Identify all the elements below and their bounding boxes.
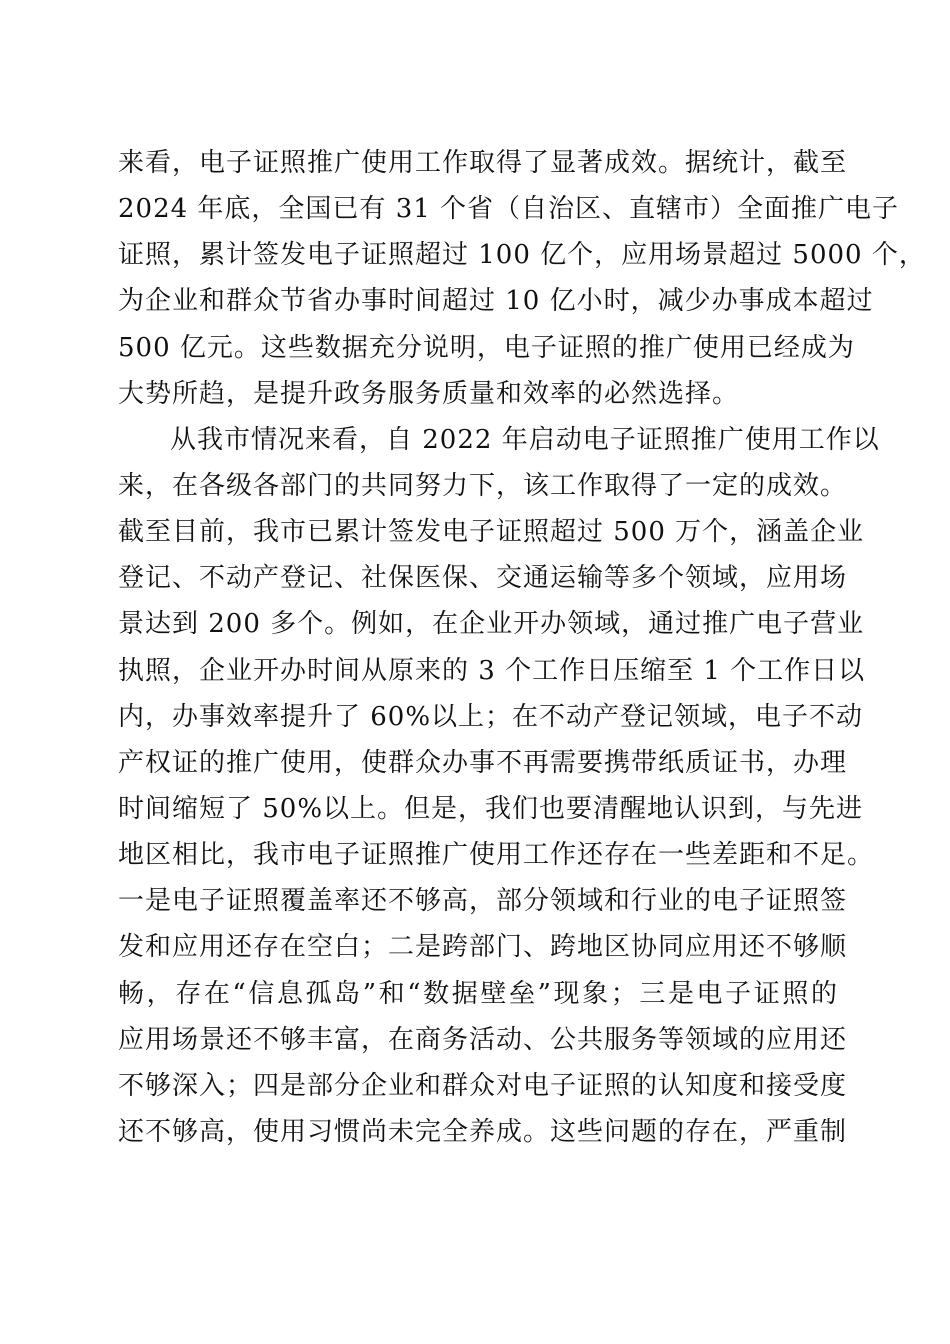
text-line: 来，在各级各部门的共同努力下，该工作取得了一定的成效。 <box>118 470 848 501</box>
text-line: 执照，企业开办时间从原来的 3 个工作日压缩至 1 个工作日以 <box>118 655 866 686</box>
text-line: 一是电子证照覆盖率还不够高，部分领域和行业的电子证照签 <box>118 886 848 917</box>
text-line: 时间缩短了 50%以上。但是，我们也要清醒地认识到，与先进 <box>118 793 864 824</box>
text-line: 景达到 200 多个。例如，在企业开办领域，通过推广电子营业 <box>118 609 865 640</box>
text-line: 内，办事效率提升了 60%以上；在不动产登记领域，电子不动 <box>118 701 864 732</box>
text-line: 500 亿元。这些数据充分说明，电子证照的推广使用已经成为 <box>118 332 855 363</box>
text-line: 发和应用还存在空白；二是跨部门、跨地区协同应用还不够顺 <box>118 932 848 963</box>
text-line: 证照，累计签发电子证照超过 100 亿个，应用场景超过 5000 个， <box>118 240 926 271</box>
text-line: 大势所趋，是提升政务服务质量和效率的必然选择。 <box>118 378 740 409</box>
text-line: 不够深入；四是部分企业和群众对电子证照的认知度和接受度 <box>118 1070 848 1101</box>
text-line: 应用场景还不够丰富，在商务活动、公共服务等领域的应用还 <box>118 1024 848 1055</box>
text-line: 地区相比，我市电子证照推广使用工作还存在一些差距和不足。 <box>118 840 875 871</box>
body-text <box>118 140 926 1155</box>
text-line: 还不够高，使用习惯尚未完全养成。这些问题的存在，严重制 <box>118 1116 848 1147</box>
text-line: 为企业和群众节省办事时间超过 10 亿小时，减少办事成本超过 <box>118 286 874 317</box>
text-line: 来看，电子证照推广使用工作取得了显著成效。据统计，截至 <box>118 148 848 178</box>
text-line: 截至目前，我市已累计签发电子证照超过 500 万个，涵盖企业 <box>118 517 865 548</box>
text-line: 畅，存在“信息孤岛”和“数据壁垒”现象；三是电子证照的 <box>118 978 838 1009</box>
text-line: 从我市情况来看，自 2022 年启动电子证照推广使用工作以 <box>170 424 880 455</box>
text-line: 产权证的推广使用，使群众办事不再需要携带纸质证书，办理 <box>118 747 848 778</box>
text-line: 登记、不动产登记、社保医保、交通运输等多个领域，应用场 <box>118 563 848 594</box>
text-line: 2024 年底，全国已有 31 个省（自治区、直辖市）全面推广电子 <box>118 194 900 225</box>
